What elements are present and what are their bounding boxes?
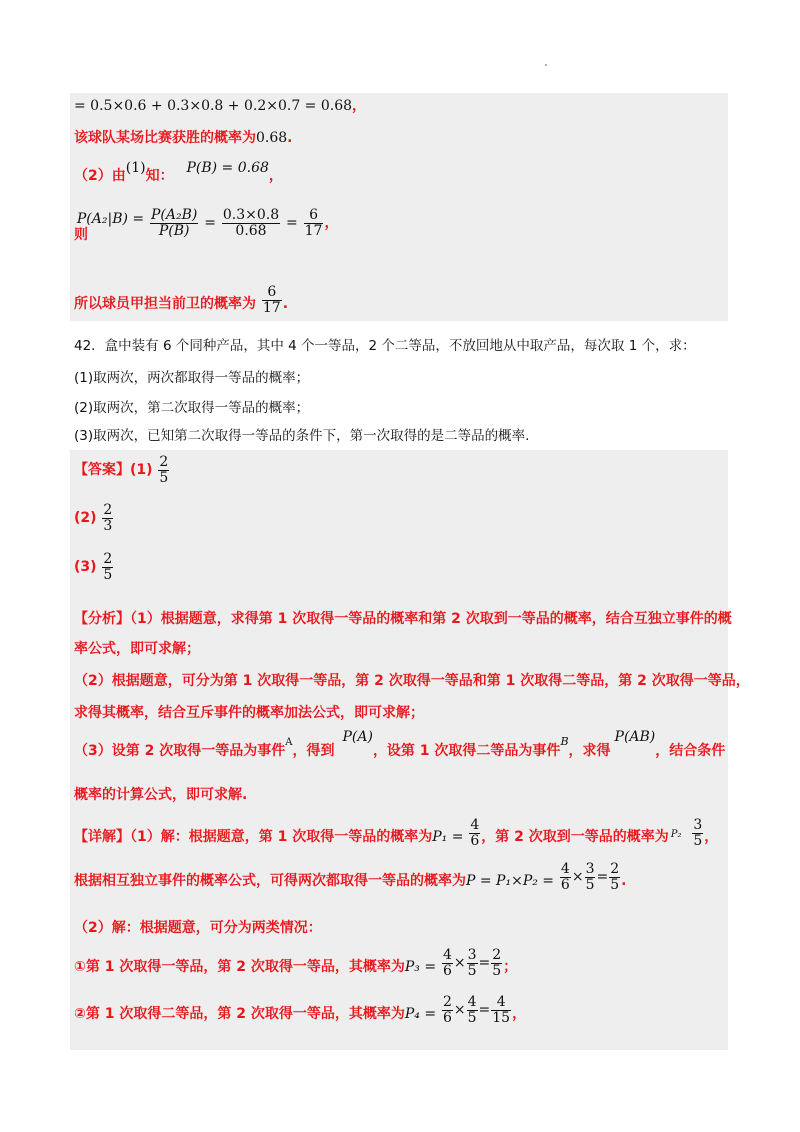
prev-line-2-text: 该球队某场比赛获胜的概率为 (74, 130, 256, 146)
detail-2-math: P = P₁×P₂ = (466, 873, 555, 890)
frac-den: 5 (610, 876, 620, 893)
analysis-p1-line1: 【分析】（1）根据题意，求得第 1 次取得一等品的概率和第 2 次取到一等品的概率，结合互独立事件的概 (74, 611, 732, 627)
detail-1-p2: P₂ (670, 829, 682, 841)
prev-line-5 (74, 285, 288, 315)
detail-2-frac-3 (609, 862, 620, 892)
detail-5-text: ②第 1 次取得二等品，第 2 次取得一等品，其概率为 (74, 1006, 405, 1023)
question-42-part-1: (1)取两次，两次都取得一等品的概率； (74, 370, 310, 386)
detail-line-4 (74, 948, 517, 978)
frac-num: 6 (304, 208, 324, 224)
prob-a-symbol: P(A) (342, 729, 373, 745)
prev-line-3-punct: ， (268, 168, 283, 184)
detail-1-text-b: ，第 2 次取到一等品的概率为 (481, 829, 669, 846)
frac-num: P(A₂B) (151, 207, 198, 223)
prev-line-1 (74, 95, 366, 115)
prev-line-2-punct: . (287, 130, 293, 146)
frac-num: 2 (103, 551, 113, 567)
detail-5-frac-3 (491, 995, 511, 1025)
detail-4-frac-1 (442, 948, 453, 978)
frac-den: 15 (492, 1009, 511, 1026)
answer-1-frac (158, 455, 169, 485)
eq-sign: = (596, 869, 609, 886)
frac-num: 4 (442, 947, 452, 963)
detail-line-1 (74, 818, 718, 848)
event-b-symbol: B (560, 735, 569, 748)
prev-line-4 (74, 207, 339, 244)
frac-den: P(B) (158, 222, 190, 239)
prev-line-5-frac (262, 285, 282, 315)
frac-num: 3 (585, 861, 595, 877)
prev-line-2-value: 0.68 (256, 130, 288, 146)
detail-1-frac-1 (469, 818, 480, 848)
detail-4-frac-2 (467, 948, 478, 978)
event-a-symbol: A (285, 737, 293, 748)
detail-2-text: 根据相互独立事件的概率公式，可得两次都取得一等品的概率为 (74, 873, 466, 890)
frac-num: 3 (467, 947, 477, 963)
detail-line-2 (74, 862, 626, 892)
answer-2-frac (102, 503, 113, 533)
frac-num: 6 (262, 285, 282, 301)
times-sign: × (571, 869, 584, 886)
analysis-p3-c: ，设第 1 次取得二等品为事件 (372, 743, 561, 759)
detail-5-p4: P₄ = (404, 1006, 437, 1023)
answer-3 (74, 552, 114, 582)
frac-den: 5 (103, 566, 113, 583)
detail-4-punct: ； (503, 959, 518, 976)
frac-num: 2 (610, 861, 620, 877)
prev-line-3-prefix: （2）由 (74, 168, 126, 184)
detail-5-frac-2 (467, 995, 478, 1025)
answer-3-label: (3) (74, 559, 97, 576)
prev-line-5-punct: . (282, 296, 289, 313)
eq-sign: = (478, 955, 491, 972)
frac-den: 5 (492, 962, 502, 979)
frac-den: 6 (442, 962, 452, 979)
answer-2-label: (2) (74, 510, 97, 527)
prev-line-4-frac-3 (304, 208, 324, 238)
frac-num: 4 (560, 861, 570, 877)
detail-1-p1: P₁ = (432, 829, 464, 846)
question-42-stem: 42．盒中装有 6 个同种产品，其中 4 个一等品，2 个二等品，不放回地从中取产品，每次取 1 个，求： (74, 338, 696, 354)
frac-den: 5 (585, 876, 595, 893)
analysis-p3-d: ，求得 (568, 743, 611, 759)
analysis-p3-b: ，得到 (292, 743, 335, 759)
prev-line-4-frac-1 (150, 208, 198, 238)
prev-line-3-ref: (1) (125, 160, 146, 176)
question-42-part-2: (2)取两次，第二次取得一等品的概率； (74, 400, 310, 416)
detail-5-frac-1 (442, 995, 453, 1025)
prev-line-3-mid: 知： (145, 168, 174, 184)
answer-1 (74, 455, 170, 485)
eq-sign: = (478, 1002, 491, 1019)
detail-4-text: ①第 1 次取得一等品，第 2 次取得一等品，其概率为 (74, 959, 405, 976)
frac-den: 5 (467, 962, 477, 979)
frac-num: 4 (470, 817, 480, 833)
analysis-p2-line2: 求得其概率，结合互斥事件的概率加法公式，即可求解； (74, 705, 424, 721)
frac-den: 5 (693, 832, 703, 849)
eq-sign: = (204, 215, 216, 232)
frac-den: 3 (103, 517, 113, 534)
prev-line-1-punct: ， (352, 98, 367, 114)
prev-line-4-lhs: P(A₂|B) = (76, 211, 145, 228)
prev-line-3 (74, 160, 283, 185)
detail-2-punct: . (621, 873, 627, 890)
frac-den: 5 (159, 469, 169, 486)
prev-line-4-frac-2 (222, 208, 280, 238)
prev-line-5-text: 所以球员甲担当前卫的概率为 (74, 296, 256, 313)
analysis-p3-e: ，结合条件 (655, 743, 726, 759)
prev-line-2 (74, 127, 293, 147)
answer-2 (74, 503, 114, 533)
detail-4-frac-3 (491, 948, 502, 978)
analysis-p3-line2: 概率的计算公式，即可求解. (74, 787, 248, 803)
frac-num: 4 (467, 994, 477, 1010)
frac-den: 17 (262, 299, 281, 316)
prob-ab-symbol: P(AB) (614, 729, 656, 745)
frac-num: 3 (693, 817, 703, 833)
times-sign: × (453, 1002, 466, 1019)
analysis-p2-line1: （2）根据题意，可分为第 1 次取得一等品，第 2 次取得一等品和第 1 次取得二等品，第 2 次取得一等品， (74, 673, 750, 689)
detail-1-punct: ， (704, 829, 719, 846)
prev-line-4-punct: ， (324, 215, 339, 232)
frac-num: 0.3×0.8 (222, 207, 280, 223)
analysis-p1-line2: 率公式，即可求解； (74, 641, 200, 657)
prev-line-3-math: P(B) = 0.68 (186, 160, 269, 176)
frac-den: 0.68 (235, 222, 267, 239)
detail-line-3: （2）解：根据题意，可分为两类情况： (74, 920, 322, 936)
detail-1-frac-2 (692, 818, 703, 848)
detail-4-p3: P₃ = (404, 959, 437, 976)
answer-label: 【答案】(1) (74, 462, 153, 479)
detail-1-text: 【详解】（1）解：根据题意，第 1 次取得一等品的概率为 (74, 829, 433, 846)
detail-5-punct: ， (512, 1006, 527, 1023)
frac-num: 4 (491, 995, 511, 1011)
page-dot (545, 64, 547, 66)
frac-num: 2 (492, 947, 502, 963)
detail-line-5 (74, 995, 526, 1025)
frac-den: 6 (442, 1009, 452, 1026)
prev-line-1-math: = 0.5×0.6 + 0.3×0.8 + 0.2×0.7 = 0.68 (74, 98, 353, 114)
detail-2-frac-1 (560, 862, 571, 892)
detail-2-frac-2 (585, 862, 596, 892)
analysis-p3-line1 (74, 729, 726, 760)
frac-den: 17 (304, 222, 323, 239)
frac-num: 2 (103, 502, 113, 518)
frac-num: 2 (442, 994, 452, 1010)
question-42-part-3: (3)取两次，已知第二次取得一等品的条件下，第一次取得的是二等品的概率. (74, 428, 530, 444)
frac-num: 2 (159, 454, 169, 470)
eq-sign: = (286, 215, 298, 232)
prev-line-4-prefix: 则 (74, 227, 88, 244)
times-sign: × (453, 955, 466, 972)
frac-den: 6 (470, 832, 480, 849)
frac-den: 5 (467, 1009, 477, 1026)
frac-den: 6 (560, 876, 570, 893)
answer-3-frac (102, 552, 113, 582)
analysis-p3-a: （3）设第 2 次取得一等品为事件 (74, 743, 286, 759)
